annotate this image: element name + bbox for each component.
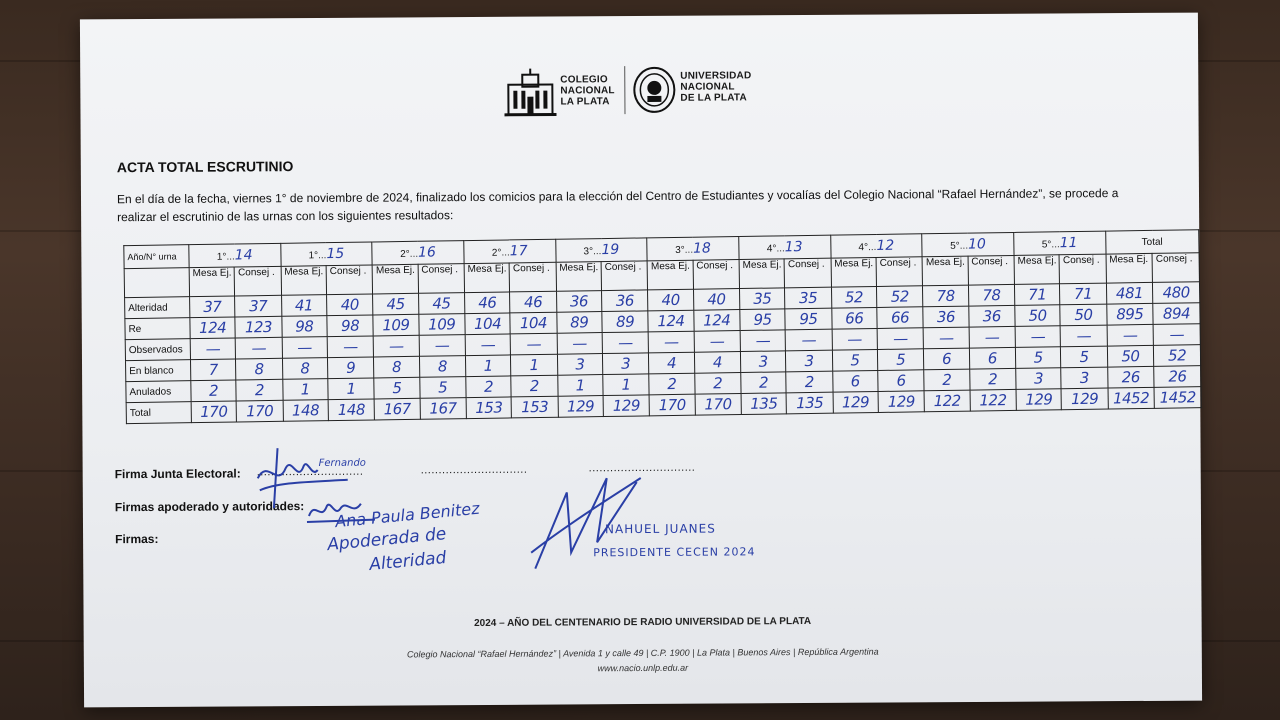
vote-cell: — — [282, 337, 328, 359]
subheader-consej: Consej . — [876, 257, 923, 287]
vote-cell: 153 — [511, 396, 558, 418]
vote-cell: 71 — [1060, 283, 1107, 305]
vote-cell: 104 — [465, 313, 511, 335]
vote-cell: 129 — [878, 391, 925, 413]
vote-cell: 3 — [786, 350, 833, 372]
document-title: ACTA TOTAL ESCRUTINIO — [116, 158, 294, 176]
vote-cell: — — [832, 328, 878, 350]
vote-cell: 35 — [785, 287, 832, 309]
vote-cell: 123 — [235, 316, 282, 338]
subheader-consej: Consej . — [1152, 253, 1199, 283]
subheader-mesa: Mesa Ej. — [189, 267, 235, 297]
vote-cell: 167 — [420, 398, 467, 420]
vote-cell: 5 — [877, 349, 924, 371]
vote-cell: 2 — [694, 373, 741, 395]
subheader-consej: Consej . — [509, 262, 556, 292]
document-page — [80, 13, 1202, 708]
colegio-logo-text: COLEGIO NACIONAL LA PLATA — [560, 74, 615, 108]
footer-motto: 2024 – AÑO DEL CENTENARIO DE RADIO UNIVERSIDAD DE LA PLATA — [474, 615, 812, 630]
vote-cell: 98 — [327, 315, 374, 337]
vote-cell: — — [877, 328, 924, 350]
vote-cell: — — [648, 331, 694, 353]
vote-cell: 170 — [695, 394, 742, 416]
subheader-mesa: Mesa Ej. — [372, 264, 418, 294]
row-label: Alteridad — [125, 297, 190, 319]
vote-cell: 170 — [236, 400, 283, 422]
vote-cell: 167 — [374, 398, 420, 420]
vote-cell: 148 — [283, 400, 329, 422]
vote-cell: 3 — [1061, 367, 1108, 389]
vote-cell: 46 — [464, 292, 510, 314]
vote-cell: — — [235, 337, 282, 359]
vote-cell: — — [1107, 324, 1154, 346]
vote-cell: 5 — [1015, 347, 1061, 369]
vote-cell: 1 — [603, 374, 650, 396]
vote-cell: 124 — [693, 310, 740, 332]
subheader-mesa: Mesa Ej. — [281, 266, 327, 296]
vote-cell: 8 — [236, 358, 283, 380]
group-header: 4°...13 — [739, 235, 831, 259]
vote-cell: 2 — [649, 373, 695, 395]
vote-cell: 78 — [968, 284, 1015, 306]
subheader-consej: Consej . — [968, 255, 1015, 285]
vote-cell: — — [694, 331, 741, 353]
vote-cell: 36 — [602, 290, 649, 312]
vote-cell: 1 — [511, 354, 558, 376]
vote-cell: — — [1060, 325, 1107, 347]
group-header: 2°...17 — [464, 239, 556, 263]
vote-cell: 40 — [327, 294, 374, 316]
group-header: 3°...19 — [555, 238, 647, 262]
group-header: 1°...15 — [280, 242, 372, 266]
apoderada-role-1: Apoderada de — [326, 524, 448, 556]
unlp-seal-icon — [632, 66, 676, 114]
subheader-mesa: Mesa Ej. — [1106, 253, 1153, 283]
vote-cell: 6 — [924, 348, 970, 370]
vote-cell: 2 — [924, 369, 970, 391]
vote-cell: 89 — [602, 311, 649, 333]
vote-cell: — — [557, 333, 603, 355]
vote-cell: 148 — [328, 399, 375, 421]
vote-cell: 4 — [649, 352, 695, 374]
vote-cell: 3 — [602, 353, 649, 375]
vote-cell: 50 — [1015, 305, 1061, 327]
vote-cell: 35 — [739, 288, 785, 310]
row-label: En blanco — [126, 360, 191, 382]
junta-dotline-2: .............................. — [420, 463, 528, 477]
subheader-consej: Consej . — [326, 265, 373, 295]
header-logos — [504, 61, 824, 123]
subheader-mesa: Mesa Ej. — [556, 262, 602, 292]
vote-cell: 2 — [511, 375, 558, 397]
vote-cell: 129 — [1016, 389, 1062, 411]
vote-cell: 1452 — [1108, 387, 1155, 409]
vote-cell: — — [510, 333, 557, 355]
vote-cell: 46 — [510, 291, 557, 313]
subheader-consej: Consej . — [784, 258, 831, 288]
vote-cell: 481 — [1106, 282, 1153, 304]
vote-cell: 3 — [557, 354, 603, 376]
group-header: 4°...12 — [830, 234, 922, 258]
vote-cell: 124 — [190, 317, 236, 339]
vote-cell: — — [1153, 324, 1200, 346]
vote-cell: 89 — [556, 312, 602, 334]
vote-cell: 66 — [877, 307, 924, 329]
corner-label: Año/N° urna — [124, 245, 189, 269]
vote-cell: 135 — [741, 393, 787, 415]
results-table — [123, 229, 1202, 424]
firmas-label: Firmas: — [115, 531, 159, 547]
vote-cell: 40 — [693, 289, 740, 311]
unlp-logo-text: UNIVERSIDAD NACIONAL DE LA PLATA — [680, 70, 752, 104]
subheader-mesa: Mesa Ej. — [831, 257, 877, 287]
vote-cell: 37 — [235, 295, 282, 317]
vote-cell: 9 — [327, 357, 374, 379]
total-header: Total — [1105, 230, 1199, 254]
presidente-name: NAHUEL JUANES — [604, 521, 716, 537]
subheader-consej: Consej . — [601, 261, 648, 291]
subheader-mesa: Mesa Ej. — [464, 263, 510, 293]
subheader-blank — [124, 268, 189, 298]
junta-dotline-3: .............................. — [588, 461, 696, 475]
vote-cell: 41 — [281, 295, 327, 317]
vote-cell: 2 — [236, 379, 283, 401]
subheader-mesa: Mesa Ej. — [647, 260, 693, 290]
vote-cell: 45 — [373, 293, 419, 315]
vote-cell: 129 — [603, 395, 650, 417]
vote-cell: 52 — [877, 286, 924, 308]
vote-cell: 2 — [786, 371, 833, 393]
vote-cell: — — [740, 330, 786, 352]
row-label: Anulados — [126, 381, 191, 403]
vote-cell: 480 — [1153, 282, 1200, 304]
colegio-building-icon — [504, 67, 556, 119]
vote-cell: 5 — [1061, 346, 1108, 368]
vote-cell: 8 — [282, 358, 328, 380]
group-header: 1°...14 — [189, 243, 281, 267]
vote-cell: 66 — [831, 307, 877, 329]
vote-cell: — — [785, 329, 832, 351]
apoderada-name: Ana Paula Benitez — [334, 498, 481, 532]
vote-cell: 26 — [1154, 366, 1201, 388]
vote-cell: 895 — [1106, 303, 1153, 325]
vote-cell: 170 — [191, 401, 237, 423]
vote-cell: 1452 — [1154, 387, 1201, 409]
vote-cell: 5 — [832, 349, 878, 371]
vote-cell: 170 — [649, 394, 695, 416]
vote-cell: 109 — [419, 314, 466, 336]
vote-cell: 8 — [374, 356, 420, 378]
vote-cell: 95 — [740, 309, 786, 331]
vote-cell: 109 — [373, 314, 419, 336]
subheader-mesa: Mesa Ej. — [1014, 255, 1060, 285]
vote-cell: — — [969, 326, 1016, 348]
vote-cell: 2 — [191, 380, 237, 402]
vote-cell: — — [373, 335, 419, 357]
subheader-consej: Consej . — [693, 260, 740, 290]
vote-cell: 129 — [1061, 388, 1108, 410]
vote-cell: 98 — [281, 316, 327, 338]
intro-paragraph: En el día de la fecha, viernes 1° de noviembre de 2024, finalizado los comicios para la elección del Centro de Estudiantes y vocalías del Colegio Nacional “Rafael Hernández”, se procede a realizar el escrutinio de las urnas con los siguientes resultados: — [116, 186, 1119, 225]
vote-cell: 5 — [419, 377, 466, 399]
group-header: 3°...18 — [647, 237, 739, 261]
junta-label: Firma Junta Electoral: — [114, 466, 241, 482]
vote-cell: — — [1015, 326, 1061, 348]
vote-cell: 2 — [741, 372, 787, 394]
presidente-role: PRESIDENTE CECEN 2024 — [593, 545, 756, 560]
vote-cell: 71 — [1014, 284, 1060, 306]
vote-cell: 2 — [969, 368, 1016, 390]
vote-cell: 894 — [1153, 303, 1200, 325]
vote-cell: 95 — [785, 308, 832, 330]
vote-cell: 6 — [832, 370, 878, 392]
vote-cell: 78 — [923, 285, 969, 307]
subheader-consej: Consej . — [1059, 254, 1106, 284]
vote-cell: — — [190, 338, 236, 360]
junta-dotline-1: .............................. — [256, 465, 364, 479]
subheader-consej: Consej . — [234, 266, 281, 296]
group-header: 5°...11 — [1014, 231, 1106, 255]
vote-cell: 7 — [190, 359, 236, 381]
subheader-mesa: Mesa Ej. — [739, 259, 785, 289]
vote-cell: — — [419, 335, 466, 357]
apoderada-role-2: Alteridad — [368, 547, 448, 575]
vote-cell: 45 — [418, 293, 465, 315]
vote-cell: 6 — [878, 370, 925, 392]
row-label: Re — [125, 318, 190, 340]
vote-cell: 3 — [1016, 368, 1062, 390]
junta-signer-name: Fernando — [318, 457, 366, 469]
vote-cell: 135 — [786, 392, 833, 414]
vote-cell: 1 — [557, 375, 603, 397]
vote-cell: 5 — [374, 377, 420, 399]
vote-cell: 124 — [648, 310, 694, 332]
vote-cell: 52 — [1154, 345, 1201, 367]
vote-cell: 1 — [465, 355, 511, 377]
vote-cell: 8 — [419, 356, 466, 378]
vote-cell: 26 — [1107, 366, 1154, 388]
vote-cell: 50 — [1107, 345, 1154, 367]
row-label: Observados — [125, 339, 190, 361]
vote-cell: 153 — [466, 397, 512, 419]
vote-cell: — — [327, 336, 374, 358]
vote-cell: 36 — [968, 305, 1015, 327]
vote-cell: 104 — [510, 312, 557, 334]
vote-cell: 122 — [924, 390, 970, 412]
group-header: 2°...16 — [372, 241, 464, 265]
footer-website: www.nacio.unlp.edu.ar — [597, 662, 689, 674]
vote-cell: — — [465, 334, 511, 356]
vote-cell: — — [923, 327, 969, 349]
vote-cell: — — [602, 332, 649, 354]
logo-divider — [624, 66, 625, 114]
vote-cell: 36 — [923, 306, 969, 328]
vote-cell: 2 — [466, 376, 512, 398]
vote-cell: 1 — [328, 378, 375, 400]
vote-cell: 36 — [556, 291, 602, 313]
group-header: 5°...10 — [922, 232, 1014, 256]
vote-cell: 1 — [282, 379, 328, 401]
apoderado-label: Firmas apoderado y autoridades: — [114, 499, 305, 515]
vote-cell: 37 — [189, 296, 235, 318]
footer-address: Colegio Nacional “Rafael Hernández” | Avenida 1 y calle 49 | C.P. 1900 | La Plata | Buenos Aires | República Argentina — [406, 646, 879, 660]
vote-cell: 122 — [970, 389, 1017, 411]
subheader-mesa: Mesa Ej. — [922, 256, 968, 286]
vote-cell: 50 — [1060, 304, 1107, 326]
vote-cell: 40 — [648, 289, 694, 311]
vote-cell: 6 — [969, 347, 1016, 369]
vote-cell: 129 — [833, 391, 879, 413]
vote-cell: 52 — [831, 286, 877, 308]
vote-cell: 3 — [740, 351, 786, 373]
row-label: Total — [126, 402, 191, 424]
vote-cell: 129 — [558, 396, 604, 418]
subheader-consej: Consej . — [418, 264, 465, 294]
vote-cell: 4 — [694, 352, 741, 374]
